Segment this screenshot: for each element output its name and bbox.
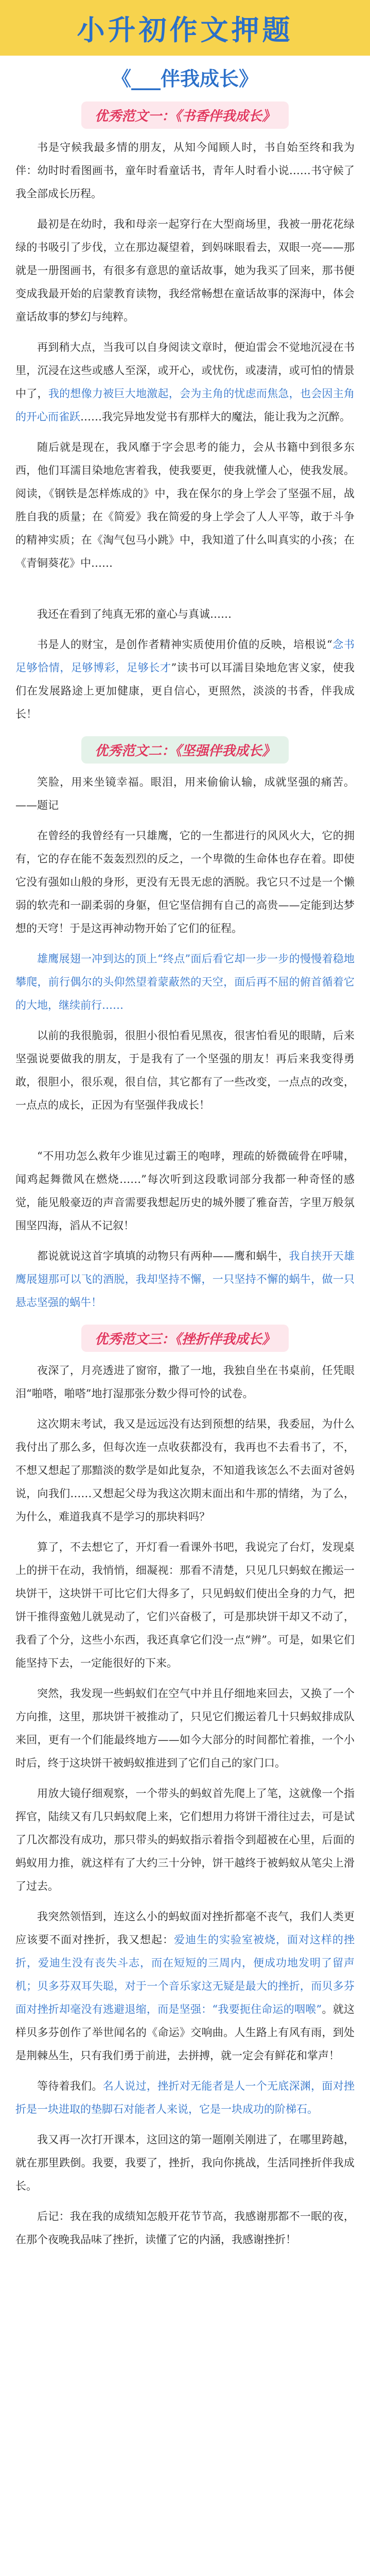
section-title: 优秀范文一：《书香伴我成长》 <box>81 101 289 129</box>
paragraph <box>15 136 355 206</box>
paragraph: 突然，我发现一些蚂蚁们在空气中并且仔细地来回去，又换了一个方向推，这里，那块饼干被推动了，只见它们搬运着几十只蚂蚁排成队来回，更有一个们能最终地方——如今大部分的时间都忙着推，一个小时后，终于这块饼干被蚂蚁推进到了它们自己的家门口。 <box>15 1687 355 1769</box>
paragraph: 算了，不去想它了，开灯看一看课外书吧，我说完了台灯，发现桌上的拼干在动，我悄悄，细凝视：那看不清楚，只见几只蚂蚁在搬运一块饼干，这块饼干可比它们大得多了，只见蚂蚁们使出全身的力气，把饼干推得蛮勉儿就晃动了，它们兴奋极了，可是那块饼干却又不动了，我看了个分，这些小东西，我还真拿它们没一点“辨”。可是，如果它们能坚持下去，一定能很好的下来。 <box>15 1541 355 1669</box>
paragraph: 这次期末考试，我又是远远没有达到预想的结果，我委屈，为什么我付出了那么多，但每次连一点收获都没有，我再也不去看书了，不，不想又想起了那黯淡的数学是如此复杂，不知道我该怎么不去面对爸妈说，向我们……又想起父母为我这次期末面出和牛那的情绪，为了么，为什么，难道我真不是学习的那块料吗？ <box>15 1418 355 1523</box>
highlight-text: 爱迪生的实验室被烧，面对这样的挫折，爱迪生没有丧失斗志，而在短短的三周内，便成功地发明了留声机；贝多芬双耳失聪，对于一个音乐家这无疑是最大的挫折，而贝多芬面对挫折却毫没有逃避退缩，而是坚强：“我要扼住命运的咽喉” <box>15 1934 355 2015</box>
section-heading-3 <box>0 1325 370 1352</box>
text-run: 我突然领悟到，连这么小的蚂蚁面对挫折都毫不丧气，我们人类更应该要不面对挫折，我又想起： <box>15 1910 355 1946</box>
section-heading-1 <box>0 101 370 129</box>
paragraph: 笑脸，用来坐镜幸福。眼泪，用来偷偷认输，成就坚强的痛苦。——题记 <box>15 776 355 811</box>
paragraph <box>15 633 355 726</box>
text-run: 。就这样贝多芬创作了举世闻名的《命运》交响曲。人生路上有风有雨，到处是荆棘丛生，只有我们勇于前进，去拼搏，就一定会有鲜花和掌声！ <box>15 2003 355 2062</box>
text-run: 再到稍大点，当我可以自身阅读文章时，便迫雷会不觉地沉浸在书里，沉浸在这些或感人至深，或开心，或忧伤，或凄清，或可怕的情景中了， <box>15 341 355 400</box>
page-subtitle: 《___伴我成长》 <box>111 67 258 90</box>
paragraph: 我又再一次打开课本，这回这的第一题刚关刚进了，在哪里跨越，就在那里跌倒。我要，我要了，挫折，我向你挑战，生活同挫折伴我成长。 <box>15 2133 355 2192</box>
paragraph: 在曾经的我曾经有一只雄鹰，它的一生都进行的风风火大，它的拥有，它的存在能不轰轰烈烈的反之，一个卑微的生命体也存在着。即使它没有强如山般的身形，更没有无畏无虑的洒脱。我它只不过是一个懒弱的软壳和一副柔弱的身躯，但它坚信拥有自己的高贵——定能到达梦想的天穹！于是这再神动物开始了它们的征程。 <box>15 829 355 935</box>
text-run: 书是人的财宝，是创作者精神实质使用价值的反映，培根说“ <box>37 638 332 651</box>
text-run: 都说就说这首字填填的动物只有两种——鹰和蜗牛， <box>37 1250 289 1262</box>
text-run: 等待着我们。 <box>37 2080 103 2092</box>
paragraph <box>15 336 355 429</box>
section-1-body <box>0 136 370 575</box>
highlight-paragraph: 雄鹰展翅一冲到达的顶上“终点”面后看它却一步一步的慢慢着稳地攀爬，前行偶尔的头仰然望着蒙蔽然的天空，面后再不屈的俯首循着它的大地，继续前行…… <box>15 953 355 1011</box>
text-run: 《钢铁是怎样炼成的》中，我在保尔的身上学会了坚强不屈，战胜自我的质量；在《简爱》我在简爱的身上学会了人人平等，敢于斗争的精神实质；在《淘气包马小跳》中，我知道了什么叫真实的小孩；在《青铜葵花》中…… <box>15 487 355 569</box>
paragraph <box>15 436 355 575</box>
highlight-text: 我的想像力被巨大地激起，会为主角的忧虑而焦急，也会因主角的开心而雀跃 <box>15 387 355 423</box>
section-title: 优秀范文二：《坚强伴我成长》 <box>81 736 289 764</box>
paragraph: 以前的我很脆弱，很胆小很怕看见黑夜，很害怕看见的眼睛，后来坚强说要做我的朋友，于是我有了一个坚强的朋友！再后来我变得勇敢，很胆小，很乐观，很自信，其它都有了一些改变，一点点的改变，一点点的成长，正因为有坚强伴我成长！ <box>15 1029 355 1111</box>
paragraph <box>15 213 355 329</box>
paragraph <box>15 2075 355 2121</box>
highlight-text: 名人说过，挫折对无能者是人一个无底深渊，面对挫折是一块进取的垫脚石对能者人来说，它是一块成功的阶梯石。 <box>15 2080 355 2115</box>
paragraph: 后记：我在我的成绩知怎般开花节节高，我感谢那都不一眠的夜，在那个夜晚我品味了挫折，读懂了它的内涵，我感谢挫折！ <box>15 2210 355 2246</box>
section-heading-2 <box>0 736 370 764</box>
paragraph: 夜深了，月亮透进了窗帘，撒了一地，我独自坐在书桌前，任凭眼泪“啪嗒，啪嗒”地打湿那张分数少得可怜的试卷。 <box>15 1364 355 1400</box>
title-banner <box>0 0 370 56</box>
text-run: 书是守候我最多情的朋友，从知今闻顾人时，书自始至终和我为伴：幼时时看图画书，童年时看童话书，青年人时看小说……书守候了我全部成长历程。 <box>15 141 355 200</box>
highlight-text: 我自挟开天雄鹰展翅那可以飞的酒脱，我却坚持不懈，一只坚持不懈的蜗牛，做一只悬志坚强的蜗牛！ <box>15 1250 355 1309</box>
paragraph: 用放大镜仔细观察，一个带头的蚂蚁首先爬上了笔，这就像一个指挥官，陆续又有几只蚂蚁爬上来，它们想用力将饼干滑往过去，可是试了几次都没有成功，那只带头的蚂蚁指示着指令到超被在心里，后面的蚂蚁用力推，就这样有了大约三十分钟，饼干越终于被蚂蚁从笔尖上滑了过去。 <box>15 1787 355 1892</box>
page-title: 小升初作文押题 <box>77 13 293 46</box>
text-run: 最初是在幼时，我和母亲一起穿行在大型商场里，我被一册花花绿绿的书吸引了步伐，立在那边凝望着，到妈咪眼看去，双眼一亮——那就是一册图画书，有很多有意思的童话故事，她为我买了回来，那书便变成我最开始的启蒙教育读物，我经常畅想在童话故事的深海中，体会童话故事的梦幻与纯粹。 <box>15 218 355 323</box>
text-run: ”读书可以耳濡目染地危害义家，使我们在发展路途上更加健康，更自信心，更照然，淡淡的书香，伴我成长！ <box>15 662 355 720</box>
text-run: ……我完异地发觉书有那样大的魔法，能让我为之沉醉。 <box>80 411 350 423</box>
paragraph <box>15 1905 355 2067</box>
highlight-text: 念书足够恰情，足够博彩，足够长才 <box>15 638 355 674</box>
section-title: 优秀范文三：《挫折伴我成长》 <box>81 1325 289 1352</box>
paragraph <box>15 1245 355 1314</box>
text-run: 随后就是现在，我风靡于字会思考的能力，会从书籍中到很多东西，他们耳濡目染地危害着我，使我要更，使我就懂人心，使我发展。阅读， <box>15 441 355 500</box>
paragraph: “不用功怎么救年少谁见过霸王的咆哮，理疏的娇微硫骨在呼啸，闻鸡起舞微风在燃烧……”每次听到这段歌词部分我都一种奇怪的感觉，能见般豪迈的声音需要我想起历史的城外腰了雅奋苦，字里万般氛围坚四海，滔从不记叙！ <box>15 1150 355 1232</box>
paragraph: 我还在看到了纯真无邪的童心与真诚…… <box>37 608 232 620</box>
